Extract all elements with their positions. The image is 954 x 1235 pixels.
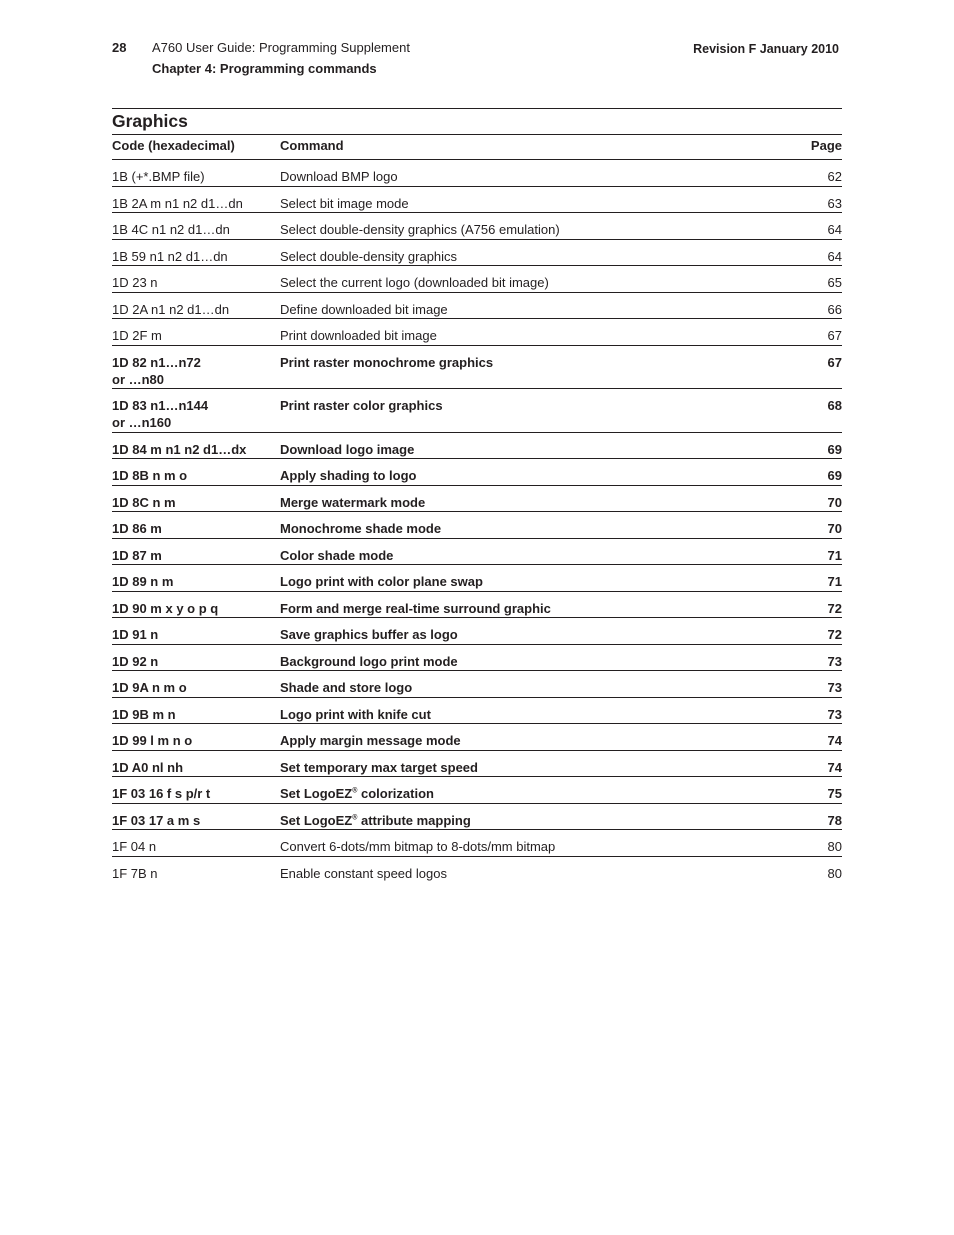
command-text: Shade and store logo [280, 680, 413, 695]
code-text: 1D 2F m [112, 328, 162, 343]
command-text: Color shade mode [280, 547, 394, 563]
revision-label: Revision F January 2010 [693, 42, 839, 56]
header-code: Code (hexadecimal) [112, 138, 235, 153]
row-code [112, 857, 280, 882]
row-page: 74 [827, 759, 842, 775]
row-command [280, 213, 782, 238]
row-code [112, 777, 280, 802]
row-command [280, 592, 782, 617]
command-text: Print downloaded bit image [280, 328, 437, 343]
row-page: 70 [827, 521, 842, 536]
table-row [112, 697, 842, 724]
row-page: 73 [827, 680, 842, 695]
row-page: 67 [827, 328, 842, 343]
row-command [280, 565, 782, 590]
table-row [112, 212, 842, 239]
table-row [112, 159, 842, 186]
row-code [112, 539, 280, 564]
row-command [280, 293, 782, 318]
row-command [280, 319, 782, 344]
row-page: 72 [827, 627, 842, 642]
table-row [112, 803, 842, 830]
code-text: 1D 9B m n [112, 706, 176, 722]
row-page: 67 [827, 354, 842, 370]
code-text: 1D 82 n1…n72 [112, 354, 201, 370]
command-text: Enable constant speed logos [280, 865, 447, 881]
table-row [112, 723, 842, 750]
command-text: Download logo image [280, 441, 415, 457]
table-row [112, 776, 842, 803]
row-command [280, 346, 782, 371]
table-row [112, 265, 842, 292]
row-code [112, 671, 280, 696]
row-command [280, 266, 782, 291]
row-code [112, 751, 280, 776]
row-code [112, 293, 280, 318]
row-command [280, 512, 782, 537]
table-row [112, 856, 842, 883]
section-title: Graphics [112, 111, 188, 131]
row-code [112, 804, 280, 829]
code-text: 1D 9A n m o [112, 680, 187, 695]
row-command [280, 459, 782, 484]
row-command [280, 486, 782, 511]
row-command [280, 804, 782, 829]
code-text: 1D 92 n [112, 653, 159, 669]
header-command: Command [280, 138, 344, 153]
code-text: 1D 8C n m [112, 494, 176, 510]
command-text: Apply shading to logo [280, 468, 417, 483]
row-code [112, 830, 280, 855]
row-code [112, 592, 280, 617]
row-code [112, 266, 280, 291]
code-text-line2: or …n80 [112, 371, 165, 387]
code-text: 1D A0 nl nh [112, 759, 184, 775]
row-command [280, 724, 782, 749]
graphics-section [112, 108, 842, 882]
code-text: 1D 90 m x y o p q [112, 600, 219, 616]
table-row [112, 750, 842, 777]
row-page: 80 [827, 865, 842, 881]
table-header [112, 134, 842, 159]
row-command [280, 187, 782, 212]
registered-mark: ® [352, 814, 358, 822]
registered-mark: ® [352, 787, 358, 795]
command-text: Set temporary max target speed [280, 759, 478, 775]
table-row [112, 644, 842, 671]
table-row [112, 458, 842, 485]
command-text: Apply margin message mode [280, 733, 461, 748]
code-text-line2: or …n160 [112, 415, 172, 430]
table-row [112, 292, 842, 319]
table-row [112, 617, 842, 644]
row-code [112, 319, 280, 344]
command-text: Define downloaded bit image [280, 301, 448, 317]
code-text: 1B 2A m n1 n2 d1…dn [112, 195, 243, 211]
command-text: Logo print with color plane swap [280, 574, 483, 589]
table-row [112, 591, 842, 618]
row-code [112, 724, 280, 749]
row-command [280, 751, 782, 776]
row-page: 69 [827, 441, 842, 457]
row-code [112, 433, 280, 458]
code-text: 1D 86 m [112, 521, 162, 536]
command-text: Print raster color graphics [280, 398, 443, 413]
code-text: 1D 23 n [112, 275, 158, 290]
command-text: Select the current logo (downloaded bit image) [280, 275, 549, 290]
row-page: 78 [827, 812, 842, 828]
row-command [280, 389, 782, 414]
code-text: 1D 91 n [112, 627, 159, 642]
command-text: Background logo print mode [280, 653, 458, 669]
code-text: 1B 4C n1 n2 d1…dn [112, 222, 230, 237]
command-text: Form and merge real-time surround graphic [280, 600, 551, 616]
row-command [280, 539, 782, 564]
code-text: 1D 87 m [112, 547, 162, 563]
command-text: Merge watermark mode [280, 494, 426, 510]
code-text: 1D 83 n1…n144 [112, 398, 209, 413]
row-code [112, 213, 280, 238]
table-row [112, 345, 842, 389]
code-text: 1F 04 n [112, 839, 157, 854]
row-page: 73 [827, 653, 842, 669]
row-command [280, 698, 782, 723]
row-command [280, 857, 782, 882]
code-text: 1F 03 16 f s p/r t [112, 786, 211, 801]
row-page: 66 [827, 301, 842, 317]
row-command [280, 240, 782, 265]
row-page: 64 [827, 222, 842, 237]
row-code [112, 645, 280, 670]
row-code [112, 618, 280, 643]
row-page: 72 [827, 600, 842, 616]
table-row [112, 186, 842, 213]
row-code [112, 346, 280, 388]
table-row [112, 670, 842, 697]
command-text: Select bit image mode [280, 195, 409, 211]
row-page: 68 [827, 398, 842, 413]
code-text: 1D 2A n1 n2 d1…dn [112, 301, 230, 317]
header-page: Page [810, 138, 842, 153]
code-text: 1D 84 m n1 n2 d1…dx [112, 441, 247, 457]
code-text: 1B 59 n1 n2 d1…dn [112, 248, 228, 264]
page-number: 28 [112, 40, 127, 55]
row-code [112, 512, 280, 537]
row-command [280, 618, 782, 643]
row-page: 73 [827, 706, 842, 722]
row-page: 62 [827, 169, 842, 184]
row-page: 71 [827, 574, 842, 589]
row-code [112, 459, 280, 484]
chapter-title: Chapter 4: Programming commands [152, 61, 377, 76]
table-row [112, 829, 842, 856]
table-row [112, 239, 842, 266]
row-page: 70 [827, 494, 842, 510]
command-text: Select double-density graphics [280, 248, 458, 264]
row-code [112, 160, 280, 185]
row-page: 75 [827, 786, 842, 801]
row-page: 63 [827, 195, 842, 211]
command-text-suffix: colorization [357, 786, 434, 801]
command-text-suffix: attribute mapping [357, 812, 471, 828]
row-page: 65 [827, 275, 842, 290]
command-text: Set LogoEZ [280, 786, 353, 801]
table-row [112, 538, 842, 565]
row-command [280, 671, 782, 696]
row-page: 64 [827, 248, 842, 264]
command-text: Set LogoEZ [280, 812, 353, 828]
command-text: Monochrome shade mode [280, 521, 442, 536]
row-page: 71 [827, 547, 842, 563]
command-text: Print raster monochrome graphics [280, 354, 494, 370]
row-code [112, 389, 280, 431]
code-text: 1F 03 17 a m s [112, 812, 201, 828]
row-command [280, 433, 782, 458]
table-row [112, 318, 842, 345]
table-row [112, 432, 842, 459]
row-page: 69 [827, 468, 842, 483]
row-command [280, 830, 782, 855]
command-text: Convert 6-dots/mm bitmap to 8-dots/mm bitmap [280, 839, 556, 854]
code-text: 1B (+*.BMP file) [112, 169, 205, 184]
command-text: Download BMP logo [280, 169, 398, 184]
command-text: Logo print with knife cut [280, 706, 431, 722]
code-text: 1D 89 n m [112, 574, 174, 589]
table-row [112, 511, 842, 538]
table-row [112, 485, 842, 512]
table-row [112, 564, 842, 591]
code-text: 1F 7B n [112, 865, 158, 881]
row-code [112, 240, 280, 265]
command-text: Select double-density graphics (A756 emulation) [280, 222, 560, 237]
table-body [112, 159, 842, 882]
row-code [112, 565, 280, 590]
code-text: 1D 99 l m n o [112, 733, 193, 748]
row-code [112, 187, 280, 212]
row-page: 80 [827, 839, 842, 854]
command-text: Save graphics buffer as logo [280, 627, 458, 642]
row-page: 74 [827, 733, 842, 748]
row-command [280, 645, 782, 670]
row-command [280, 777, 782, 802]
table-row [112, 388, 842, 432]
row-command [280, 160, 782, 185]
row-code [112, 486, 280, 511]
code-text: 1D 8B n m o [112, 468, 188, 483]
guide-title: A760 User Guide: Programming Supplement [152, 40, 410, 55]
row-code [112, 698, 280, 723]
